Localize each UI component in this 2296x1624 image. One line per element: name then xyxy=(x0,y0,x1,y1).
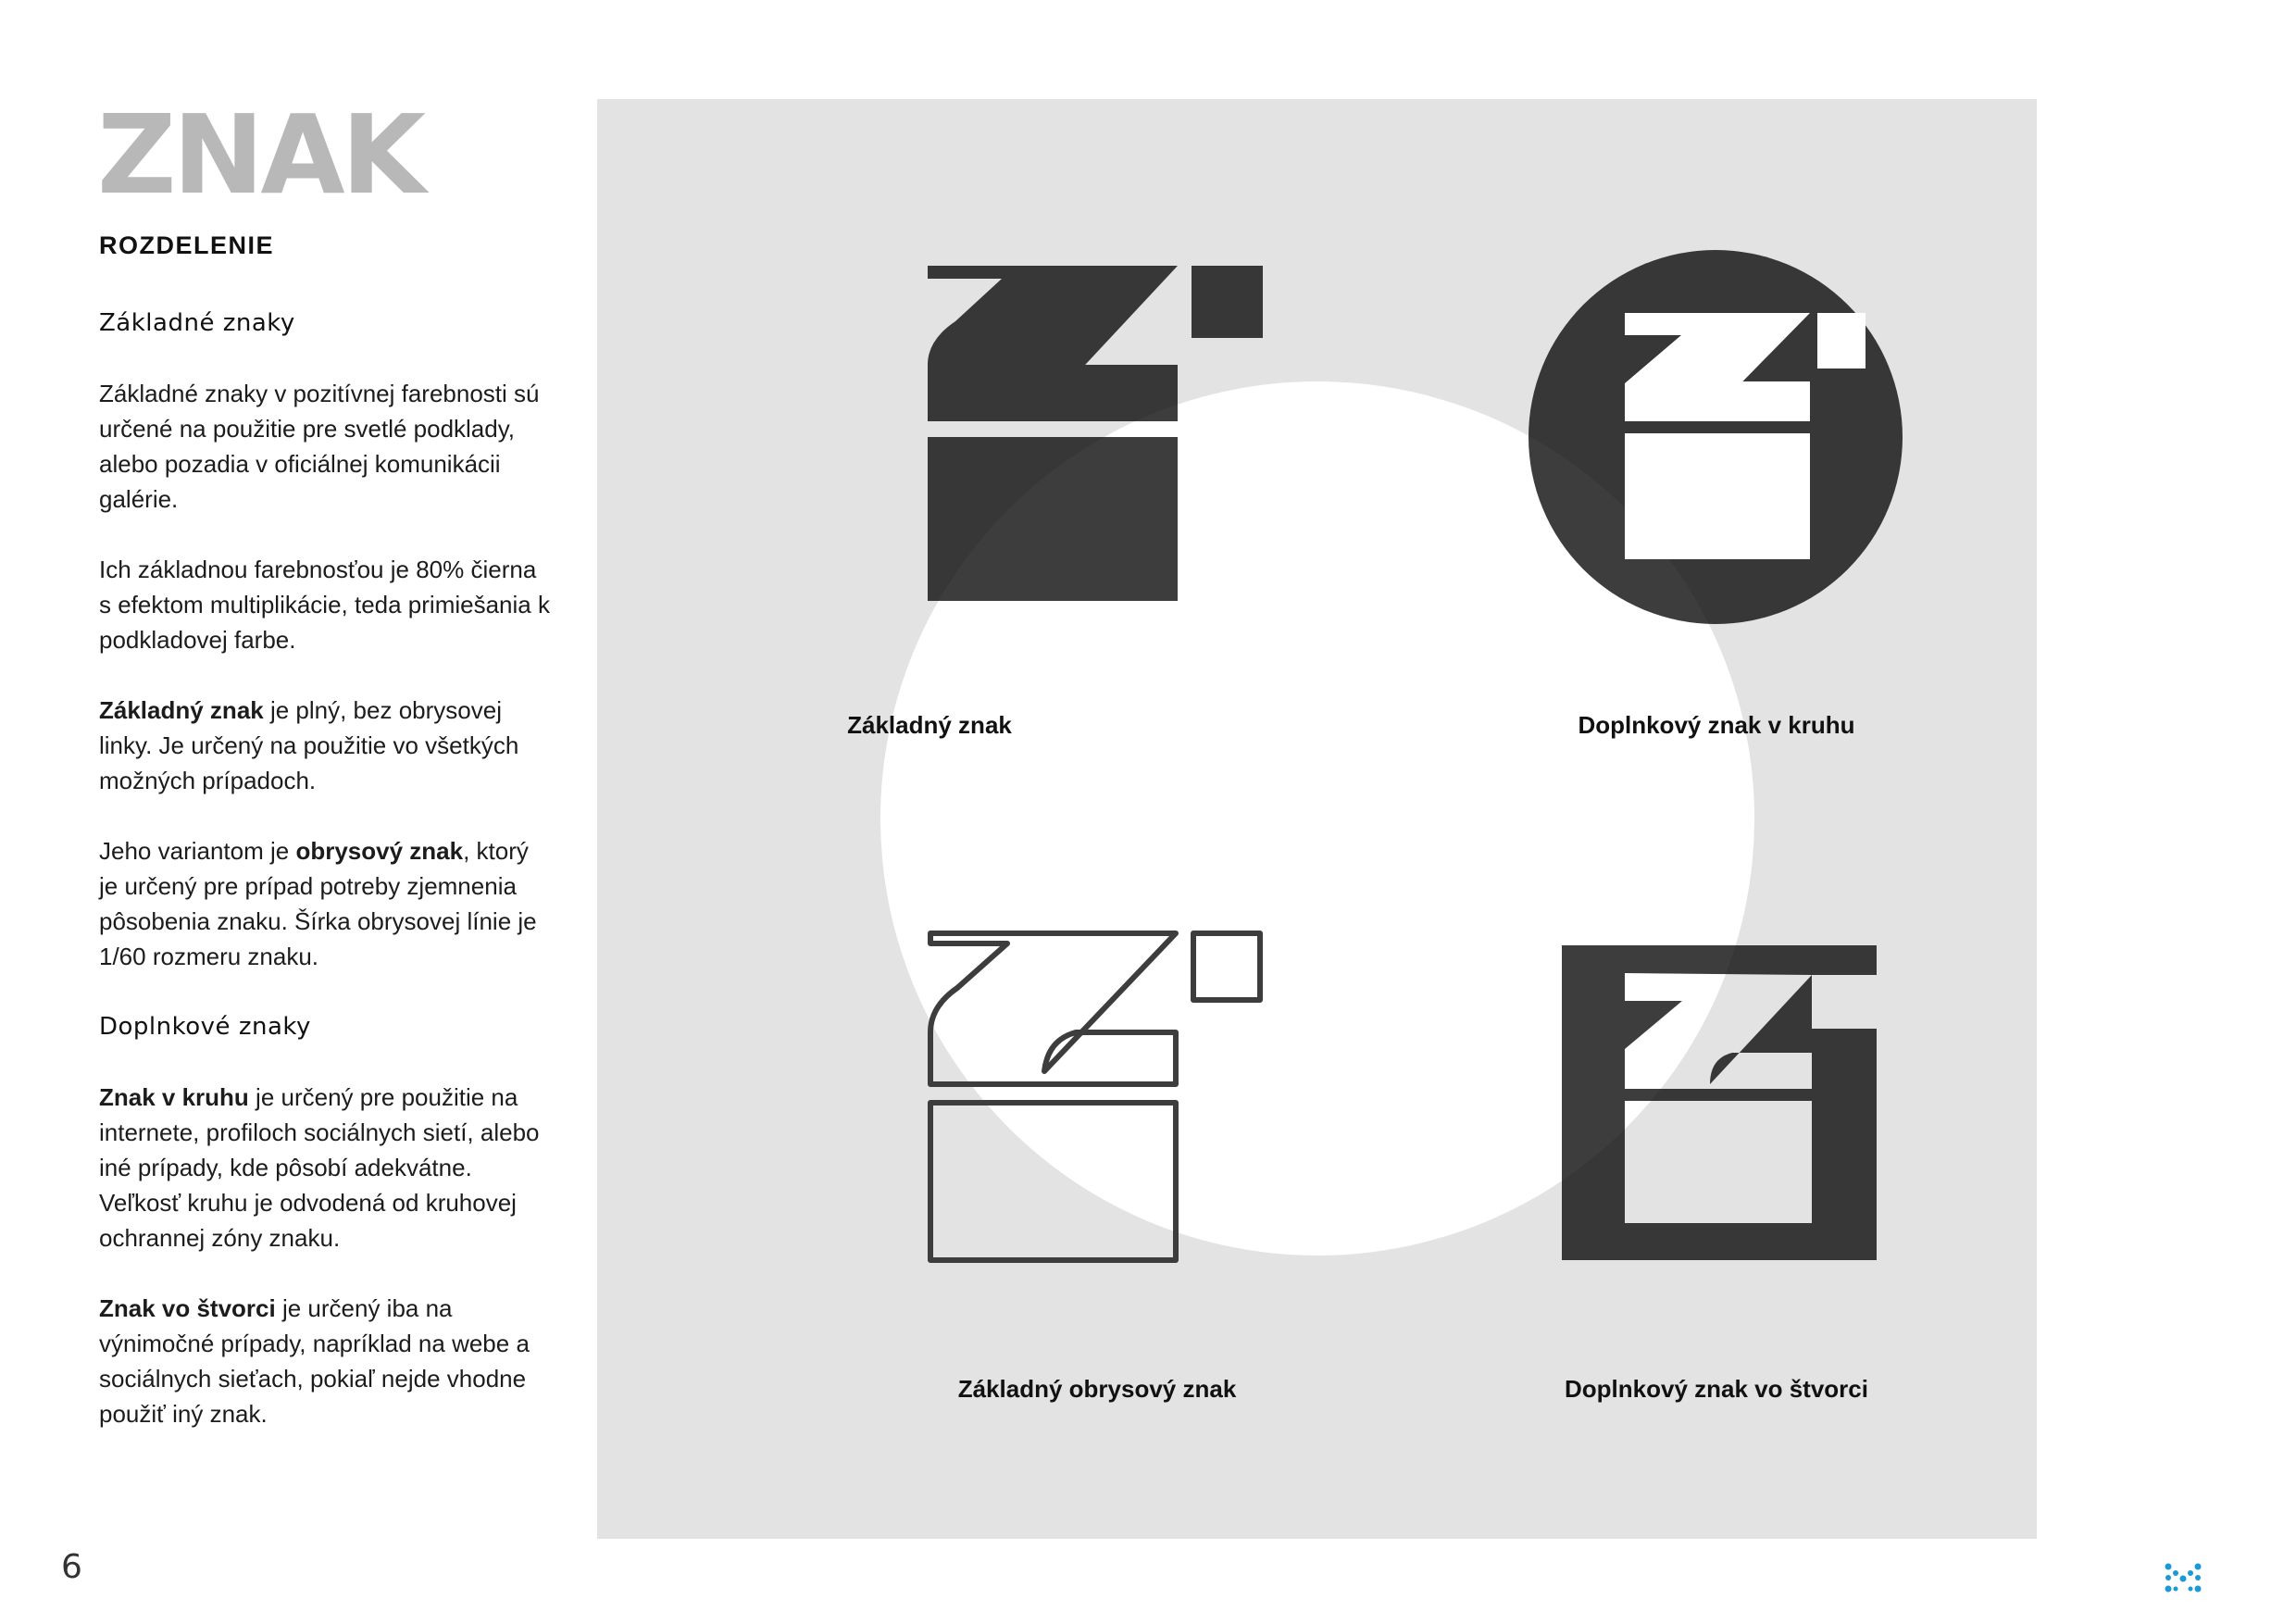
paragraph-outline-mark xyxy=(99,833,553,974)
paragraph-base-color: Ich základnou farebnosťou je 80% čierna s efektom multiplikácie, teda primiešania k podkladovej farbe. xyxy=(99,556,550,654)
brand-logo-icon xyxy=(2165,1563,2202,1594)
square-mark-logo xyxy=(1562,945,1877,1260)
circle-mark-logo xyxy=(1529,250,1903,624)
term-circle-mark: Znak v kruhu xyxy=(99,1083,249,1111)
paragraph-basic-mark-text: je plný, bez obrysovej linky. Je určený na použitie vo všetkých možných prípadoch. xyxy=(99,696,519,794)
heading-extra-marks: Doplnkové znaky xyxy=(99,1013,311,1041)
heading-basic-marks: Základné znaky xyxy=(99,309,295,337)
paragraph-square-mark xyxy=(99,1291,553,1431)
caption-square-mark: Doplnkový znak vo štvorci xyxy=(1565,1375,1868,1403)
paragraph-circle-mark xyxy=(99,1080,553,1255)
page-number: 6 xyxy=(61,1548,82,1586)
logo-showcase-panel xyxy=(597,99,2037,1539)
caption-outline-mark: Základný obrysový znak xyxy=(957,1375,1237,1403)
paragraph-basic-mark xyxy=(99,693,553,798)
paragraph-outline-mark-text: , ktorý je určený pre prípad potreby zjemnenia pôsobenia znaku. Šírka obrysovej línie je 1/60 rozmeru znaku. xyxy=(99,837,537,970)
term-basic-mark: Základný znak xyxy=(99,696,264,724)
section-title: ROZDELENIE xyxy=(99,231,275,259)
term-square-mark: Znak vo štvorci xyxy=(99,1294,276,1322)
paragraph-square-mark-text: je určený iba na výnimočné prípady, napríklad na webe a sociálnych sieťach, pokiaľ nejde vhodne použiť iný znak. xyxy=(99,1294,530,1428)
paragraph-positive-colors: Základné znaky v pozitívnej farebnosti sú určené na použitie pre svetlé podklady, alebo pozadia v oficiálnej komunikácii galérie. xyxy=(99,380,540,513)
outline-mark-logo xyxy=(928,931,1263,1266)
description-column xyxy=(99,306,553,1467)
caption-circle-mark: Doplnkový znak v kruhu xyxy=(1578,711,1855,739)
caption-basic-mark: Základný znak xyxy=(847,711,1012,739)
basic-mark-logo xyxy=(928,266,1263,601)
term-outline-mark: obrysový znak xyxy=(295,837,464,865)
paragraph-outline-mark-intro: Jeho variantom je xyxy=(99,837,296,865)
page-title: ZNAK xyxy=(97,91,423,219)
paragraph-circle-mark-text: je určený pre použitie na internete, profiloch sociálnych sietí, alebo iné prípady, kde pôsobí adekvátne. Veľkosť kruhu je odvodená od kruhovej ochrannej zóny znaku. xyxy=(99,1083,540,1252)
